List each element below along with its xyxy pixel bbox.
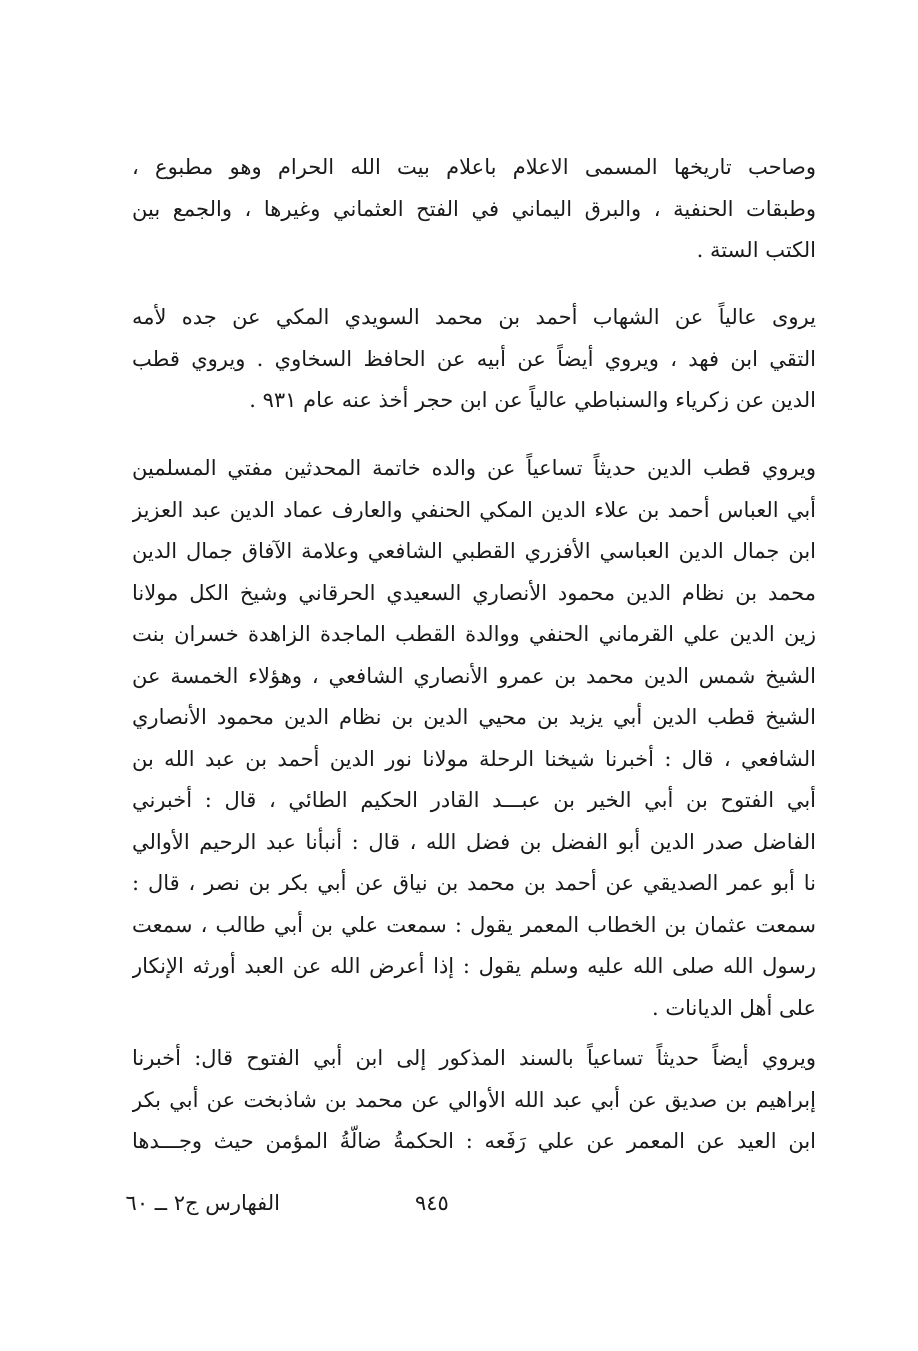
text-line: محمد بن نظام الدين محمود الأنصاري السعيدي الحرقاني وشيخ الكل مولانا (132, 580, 816, 605)
paragraph-4 (132, 1038, 816, 1163)
text-line: زين الدين علي القرماني الحنفي ووالدة القطب الماجدة الزاهدة خسران بنت (132, 622, 816, 646)
paragraph-1 (132, 147, 816, 272)
text-line: الشيخ شمس الدين محمد بن عمرو الأنصاري الشافعي ، وهؤلاء الخمسة عن (132, 663, 816, 688)
text-line: إبراهيم بن صديق عن أبي عبد الله الأوالي عن محمد بن شاذبخت عن أبي بكر (132, 1087, 816, 1112)
text-line: وطبقات الحنفية ، والبرق اليماني في الفتح العثماني وغيرها ، والجمع بين (132, 196, 816, 221)
page-number: ٩٤٥ (415, 1191, 449, 1215)
paragraph-2 (132, 297, 816, 422)
text-line: ابن العيد عن المعمر عن علي رَفَعه : الحكمةُ ضالّةُ المؤمن حيث وجـــدها (132, 1129, 816, 1153)
text-line: ويروي قطب الدين حديثاً تساعياً عن والده خاتمة المحدثين مفتي المسلمين (132, 456, 816, 480)
text-line: نا أبو عمر الصديقي عن أحمد بن محمد بن نياق عن أبي بكر بن نصر ، قال : (132, 871, 816, 895)
text-line: يروى عالياً عن الشهاب أحمد بن محمد السويدي المكي عن جده لأمه (132, 305, 816, 329)
paragraph-3 (132, 448, 816, 1029)
text-line: وصاحب تاريخها المسمى الاعلام باعلام بيت الله الحرام وهو مطبوع ، (132, 155, 816, 179)
text-line: أبي العباس أحمد بن علاء الدين المكي الحنفي والعارف عماد الدين عبد العزيز (132, 497, 816, 522)
text-line: الفاضل صدر الدين أبو الفضل بن فضل الله ، قال : أنبأنا عبد الرحيم الأوالي (132, 829, 816, 854)
text-line: سمعت عثمان بن الخطاب المعمر يقول : سمعت علي بن أبي طالب ، سمعت (132, 912, 816, 937)
text-line: أبي الفتوح بن أبي الخير بن عبـــد القادر الحكيم الطائي ، قال : أخبرني (132, 788, 816, 812)
text-line: ويروي أيضاً حديثاً تساعياً بالسند المذكور إلى ابن أبي الفتوح قال: أخبرنا (132, 1046, 816, 1070)
text-line: الشافعي ، قال : أخبرنا شيخنا الرحلة مولانا نور الدين أحمد بن عبد الله بن (132, 746, 816, 771)
text-line: على أهل الديانات . (651, 995, 816, 1020)
text-line: الكتب الستة . (696, 238, 816, 262)
text-line: ابن جمال الدين العباسي الأفزري القطبي الشافعي وعلامة الآفاق جمال الدين (132, 539, 816, 563)
text-line: الدين عن زكرياء والسنباطي عالياً عن ابن حجر أخذ عنه عام ٩٣١ . (249, 388, 816, 412)
text-line: رسول الله صلى الله عليه وسلم يقول : إذا أعرض الله عن العبد أورثه الإنكار (132, 954, 816, 978)
printer-signature: الفهارس ج٢ ــ ٦٠ (125, 1191, 280, 1215)
text-line: التقي ابن فهد ، ويروي أيضاً عن أبيه عن الحافظ السخاوي . ويروي قطب (132, 346, 816, 371)
text-line: الشيخ قطب الدين أبي يزيد بن محيي الدين بن نظام الدين محمود الأنصاري (132, 705, 816, 729)
